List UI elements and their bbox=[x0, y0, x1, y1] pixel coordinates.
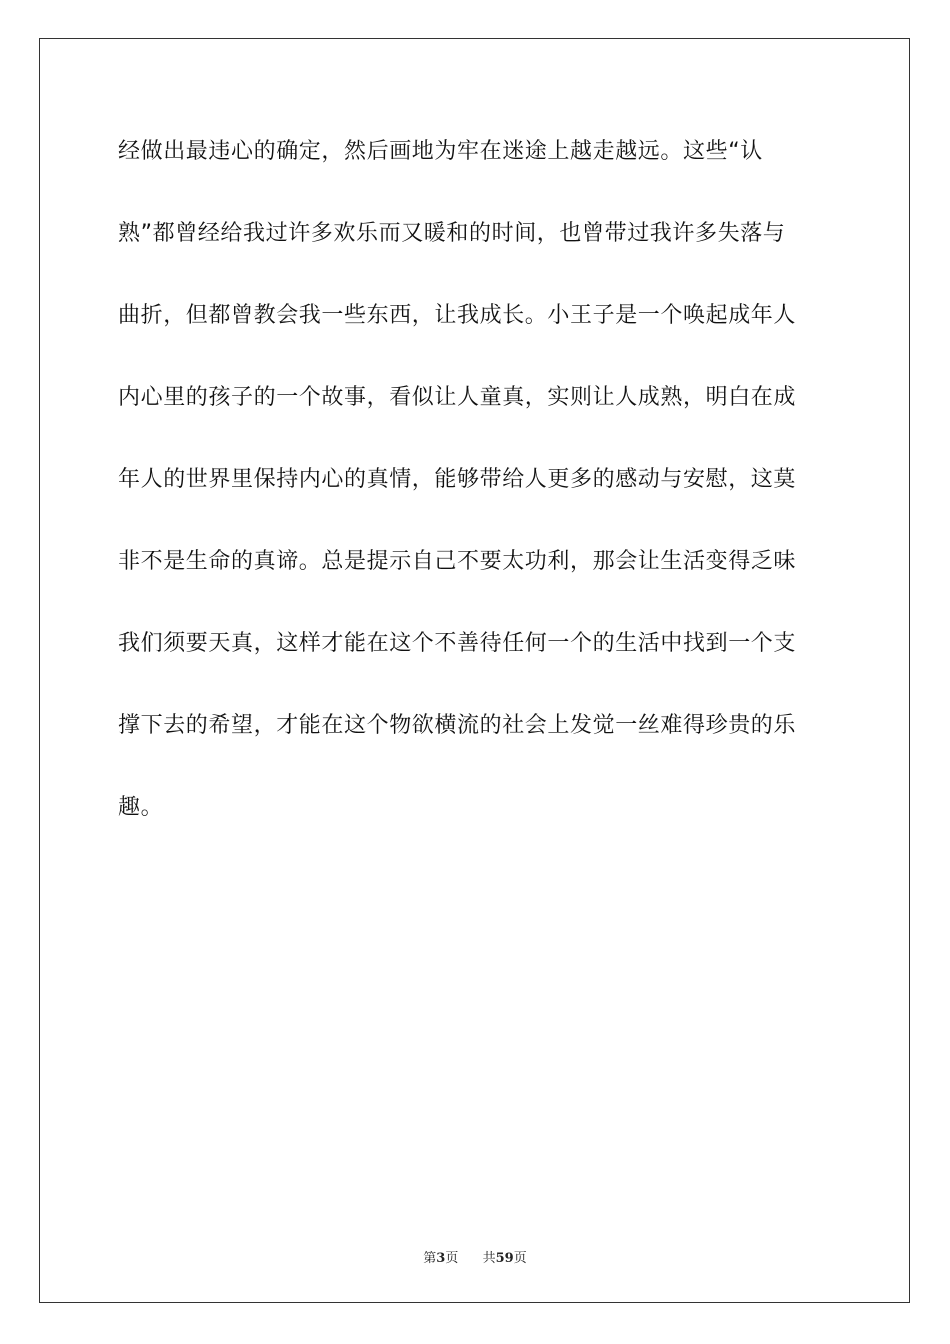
document-body bbox=[118, 130, 834, 868]
footer-total-pages: 59 bbox=[495, 1251, 514, 1266]
paragraph-line: 非不是生命的真谛。总是提示自己不要太功利，那会让生活变得乏味 bbox=[118, 549, 797, 574]
paragraph-line: 我们须要天真，这样才能在这个不善待任何一个的生活中找到一个支 bbox=[118, 631, 797, 656]
paragraph-line: 熟”都曾经给我过许多欢乐而又暖和的时间，也曾带过我许多失落与 bbox=[118, 221, 786, 246]
footer-page-prefix: 第 bbox=[423, 1251, 437, 1266]
paragraph-line: 内心里的孩子的一个故事，看似让人童真，实则让人成熟，明白在成 bbox=[118, 385, 797, 410]
paragraph-line: 曲折，但都曾教会我一些东西，让我成长。小王子是一个唤起成年人 bbox=[118, 303, 797, 328]
paragraph-line: 趣。 bbox=[118, 795, 164, 820]
paragraph-line: 年人的世界里保持内心的真情，能够带给人更多的感动与安慰，这莫 bbox=[118, 467, 797, 492]
paragraph-line: 经做出最违心的确定，然后画地为牢在迷途上越走越远。这些“认 bbox=[118, 139, 763, 164]
page-footer bbox=[0, 1247, 950, 1266]
footer-total-suffix: 页 bbox=[513, 1251, 527, 1266]
footer-page-suffix: 页 bbox=[445, 1251, 459, 1266]
paragraph-line: 撑下去的希望，才能在这个物欲横流的社会上发觉一丝难得珍贵的乐 bbox=[118, 713, 797, 738]
footer-total-prefix: 共 bbox=[482, 1251, 496, 1266]
footer-page-number: 3 bbox=[436, 1251, 446, 1266]
